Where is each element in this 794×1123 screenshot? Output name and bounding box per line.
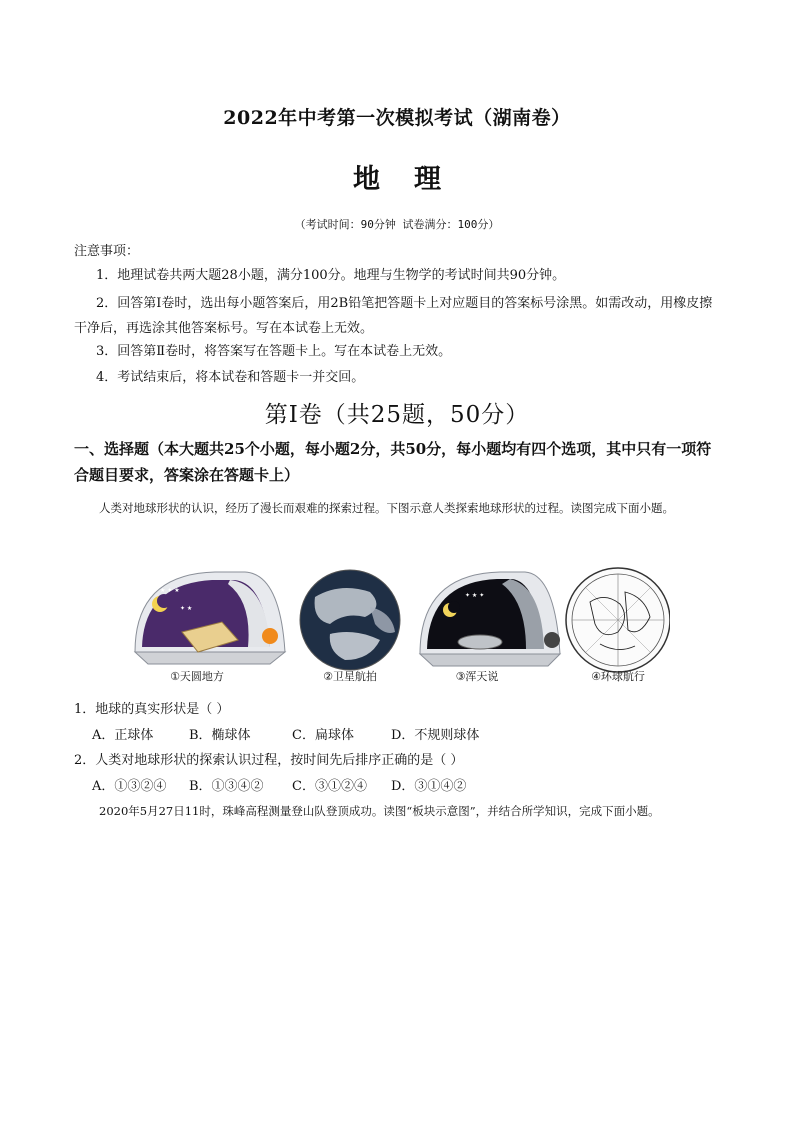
- option-d: D．不规则球体: [391, 728, 480, 743]
- passage-2: 2020年5月27日11时，珠峰高程测量登山队登顶成功。读图“板块示意图”，并结合所学知识，完成下面小题。: [99, 804, 660, 818]
- option-b: B．①③④②: [189, 779, 264, 794]
- section-heading: 一、选择题（本大题共25个小题，每小题2分，共50分，每小题均有四个选项，其中只有一项符合题目要求，答案涂在答题卡上）: [74, 440, 712, 484]
- question-intro: 人类对地球形状的认识，经历了漫长而艰难的探索过程。下图示意人类探索地球形状的过程。读图完成下面小题。: [99, 501, 674, 515]
- option-d: D．③①④②: [391, 779, 467, 794]
- option-c: C．③①②④: [292, 779, 367, 794]
- question-1-stem: 1．地球的真实形状是（ ）: [74, 702, 230, 717]
- option-c: C．扁球体: [292, 728, 354, 743]
- question-2-stem: 2．人类对地球形状的探索认识过程，按时间先后排序正确的是（ ）: [74, 753, 464, 768]
- question-1-options: [92, 724, 479, 743]
- part-title: 第Ⅰ卷（共25题，50分）: [264, 402, 530, 428]
- option-a: A．正球体: [92, 728, 154, 743]
- heaven-round-earth-square-image: [135, 572, 285, 664]
- figure-caption-2: ②卫星航拍: [323, 670, 377, 683]
- svg-text:✦ ★: ✦ ★: [180, 605, 193, 612]
- exam-info: （考试时间：90分钟 试卷满分：100分）: [294, 218, 500, 231]
- option-a: A．①③②④: [92, 779, 167, 794]
- circumnavigation-map-image: [566, 568, 670, 672]
- figure-caption-3: ③浑天说: [455, 670, 499, 683]
- figure-caption-1: ①天圆地方: [170, 670, 224, 683]
- huntian-theory-image: [420, 572, 560, 666]
- notice-item-2: 2．回答第Ⅰ卷时，选出每小题答案后，用2B铅笔把答题卡上对应题目的答案标号涂黑。如需改动，用橡皮擦干净后，再选涂其他答案标号。写在本试卷上无效。: [74, 296, 713, 336]
- option-b: B．椭球体: [189, 728, 251, 743]
- exam-title: 2022年中考第一次模拟考试（湖南卷）: [223, 107, 571, 129]
- figure-caption-4: ④环球航行: [591, 670, 645, 683]
- svg-text:★ ✦ ★: ★ ✦ ★: [160, 587, 180, 594]
- notice-item-4: 4．考试结束后，将本试卷和答题卡一并交回。: [96, 370, 365, 385]
- satellite-earth-image: [300, 570, 400, 670]
- notice-item-1: 1．地理试卷共两大题28小题，满分100分。地理与生物学的考试时间共90分钟。: [96, 268, 566, 283]
- notice-item-3: 3．回答第Ⅱ卷时，将答案写在答题卡上。写在本试卷上无效。: [96, 344, 452, 359]
- subject-title: 地理: [353, 164, 475, 195]
- notice-heading: 注意事项：: [74, 244, 140, 259]
- question-2-options: [92, 775, 466, 794]
- svg-text:✦ ★ ✦: ✦ ★ ✦: [465, 592, 485, 599]
